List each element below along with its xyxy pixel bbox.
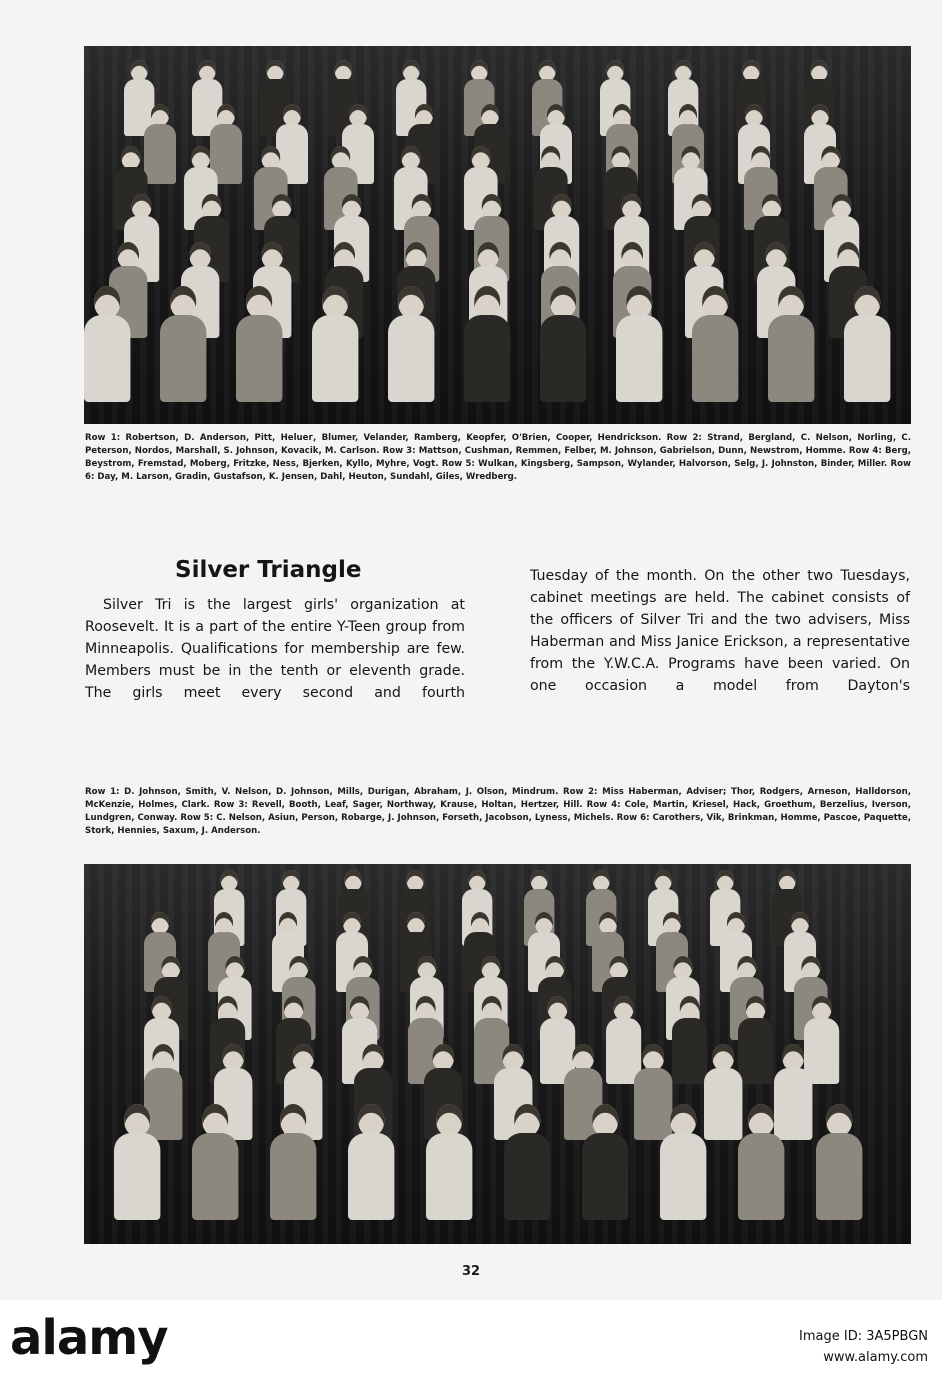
person-head [765,242,787,268]
person-head [812,996,832,1020]
person-head [762,194,782,218]
person-body [236,315,282,402]
person-head [717,870,734,891]
person-body [692,315,738,402]
person-head [692,194,712,218]
person-head [681,146,700,169]
person-body [426,1133,472,1220]
person-body [388,315,434,402]
person-silhouette [844,286,888,411]
person-head [779,870,796,891]
person-head [474,286,500,318]
person-head [727,912,745,934]
person-head [751,146,770,169]
person-head [801,956,820,979]
person-body [464,315,510,402]
person-head [284,996,304,1020]
person-head [289,956,308,979]
person-head [663,912,681,934]
person-head [655,870,672,891]
person-head [151,104,169,126]
person-head [572,1044,594,1070]
person-head [152,996,172,1020]
person-body [504,1133,550,1220]
person-head [349,104,367,126]
person-head [549,242,571,268]
person-head [191,146,210,169]
person-head [621,242,643,268]
alamy-logo: alamy [10,1310,168,1366]
person-head [745,104,763,126]
person-head [412,194,432,218]
person-head [415,104,433,126]
person-head [222,1044,244,1070]
person-head [746,996,766,1020]
person-body [144,124,176,184]
person-silhouette [84,286,128,411]
person-body [672,1018,707,1084]
stock-site: www.alamy.com [823,1350,928,1365]
person-head [673,956,692,979]
person-head [199,60,216,81]
person-body [660,1133,706,1220]
person-head [292,1044,314,1070]
person-head [398,286,424,318]
person-head [343,912,361,934]
person-silhouette [192,1104,236,1229]
person-body [844,315,890,402]
person-silhouette [236,286,280,411]
person-head [821,146,840,169]
person-silhouette [816,1104,860,1229]
person-silhouette [426,1104,470,1229]
person-head [322,286,348,318]
person-head [331,146,350,169]
person-head [778,286,804,318]
person-head [679,104,697,126]
person-body [738,1018,773,1084]
person-head [121,146,140,169]
person-head [545,956,564,979]
person-head [152,1044,174,1070]
person-silhouette [692,286,736,411]
person-body [816,1133,862,1220]
person-head [482,194,502,218]
person-head [221,870,238,891]
person-head [189,242,211,268]
person-head [335,60,352,81]
person-head [514,1104,540,1136]
person-head [131,60,148,81]
person-body [312,315,358,402]
person-head [202,1104,228,1136]
article-column-right: Tuesday of the month. On the other two Tuesdays, cabinet meetings are held. The cabinet consists of the officers of Silver Tri and the two advisers, Miss Haberman and Miss Janice Erickson, a representative from the Y.W.C.A. Programs have been varied. On one occasion a model from Dayton's [530,568,910,694]
person-head [225,956,244,979]
person-head [837,242,859,268]
person-head [680,996,700,1020]
person-head [124,1104,150,1136]
person-head [832,194,852,218]
person-head [333,242,355,268]
person-head [702,286,728,318]
person-head [353,956,372,979]
person-head [403,60,420,81]
person-head [552,194,572,218]
person-body [704,1068,742,1140]
page-number: 32 [461,1264,481,1279]
person-silhouette [388,286,432,411]
stock-info [799,1326,928,1368]
person-head [611,146,630,169]
person-head [609,956,628,979]
person-silhouette [738,996,771,1091]
person-silhouette [704,1044,740,1147]
person-head [217,104,235,126]
person-head [614,996,634,1020]
image-id: Image ID: 3A5PBGN [799,1329,928,1344]
person-head [502,1044,524,1070]
person-head [362,1044,384,1070]
person-head [417,956,436,979]
person-head [350,996,370,1020]
person-head [469,870,486,891]
person-silhouette [114,1104,158,1229]
person-head [151,912,169,934]
person-head [535,912,553,934]
person-head [261,146,280,169]
person-head [215,912,233,934]
person-silhouette [160,286,204,411]
person-head [548,996,568,1020]
top-group-photo [84,46,911,424]
person-head [791,912,809,934]
person-head [261,242,283,268]
person-head [531,870,548,891]
person-body [348,1133,394,1220]
person-silhouette [616,286,660,411]
person-body [616,315,662,402]
person-head [432,1044,454,1070]
person-head [342,194,362,218]
person-silhouette [464,286,508,411]
bottom-photo-caption: Row 1: D. Johnson, Smith, V. Nelson, D. Johnson, Mills, Durigan, Abraham, J. Olson, Mindrum. Row 2: Miss Haberman, Adviser; Thor, Rodgers, Arneson, Halldorson, McKenzie, Holmes, Clark. Row 3: Revell, Booth, Leaf, Sager, Northway, Krause, Holtan, Hertzer, Hill. Row 4: Cole, Martin, Kriesel, Hack, Groethum, Berzelius, Iverson, Lundgren, Conway. Row 5: C. Nelson, Asiun, Person, Robarge, J. Johnson, Forseth, Jacobson, Lyness, Michels. Row 6: Carothers, Vik, Brinkman, Homme, Pascoe, Paquette, Stork, Hennies, Saxum, J. Anderson. [85,787,911,836]
person-head [482,996,502,1020]
person-head [782,1044,804,1070]
person-head [471,60,488,81]
person-head [712,1044,734,1070]
person-head [592,1104,618,1136]
person-head [345,870,362,891]
person-head [811,60,828,81]
top-photo-caption: Row 1: Robertson, D. Anderson, Pitt, Heluег, Blumer, Velander, Ramberg, Keopfer, O'Brien, Cooper, Hendrickson. Row 2: Strand, Bergland, C. Nelson, Norling, C. Peterson, Nordos, Marshall, S. Johnson, Kovacik, M. Carlson. Row 3: Mattson, Cushman, Remmen, Felber, M. Johnson, Gabrielson, Dunn, Newstrom, Homme. Row 4: Berg, Beystrom, Fremstad, Moberg, Fritzke, Ness, Bjerken, Kyllo, Myhre, Vogt. Row 5: Wulkan, Kingsberg, Sampson, Wylander, Halvorson, Selg, J. Johnston, Binder, Miller. Row 6: Day, M. Larson, Gradin, Gustafson, K. Jensen, Dahl, Heuton, Sundahl, Giles, Wredberg. [85,433,911,482]
person-head [826,1104,852,1136]
person-head [613,104,631,126]
person-head [539,60,556,81]
person-head [675,60,692,81]
person-body [84,315,130,402]
person-head [272,194,292,218]
person-head [622,194,642,218]
person-head [279,912,297,934]
person-head [550,286,576,318]
person-body [114,1133,160,1220]
person-head [283,104,301,126]
person-head [117,242,139,268]
person-head [94,286,120,318]
person-silhouette [312,286,356,411]
person-body [582,1133,628,1220]
person-head [547,104,565,126]
person-silhouette [504,1104,548,1229]
person-silhouette [540,286,584,411]
person-silhouette [660,1104,704,1229]
person-head [481,956,500,979]
person-head [670,1104,696,1136]
person-head [161,956,180,979]
person-head [283,870,300,891]
person-body [192,1133,238,1220]
person-silhouette [144,104,174,190]
person-head [607,60,624,81]
person-head [358,1104,384,1136]
person-head [593,870,610,891]
person-head [737,956,756,979]
person-head [436,1104,462,1136]
person-head [407,870,424,891]
bottom-group-photo [84,864,911,1244]
person-silhouette [582,1104,626,1229]
person-silhouette [348,1104,392,1229]
person-head [811,104,829,126]
person-head [599,912,617,934]
person-head [471,146,490,169]
person-head [541,146,560,169]
person-head [748,1104,774,1136]
person-head [407,912,425,934]
person-head [743,60,760,81]
person-head [401,146,420,169]
person-head [626,286,652,318]
person-head [693,242,715,268]
person-head [642,1044,664,1070]
person-head [854,286,880,318]
person-head [202,194,222,218]
person-head [280,1104,306,1136]
person-head [218,996,238,1020]
person-head [170,286,196,318]
person-body [540,315,586,402]
person-head [471,912,489,934]
person-silhouette [738,1104,782,1229]
person-head [481,104,499,126]
person-head [132,194,152,218]
person-head [405,242,427,268]
article-title: Silver Triangle [175,557,362,583]
person-head [267,60,284,81]
person-body [738,1133,784,1220]
person-silhouette [672,996,705,1091]
person-body [160,315,206,402]
person-head [416,996,436,1020]
article-column-left: Silver Tri is the largest girls' organization at Roosevelt. It is a part of the entire Y-Teen group from Minneapolis. Qualifications for membership are few. Members must be in the tenth or eleventh grade. The girls meet every second and fourth [85,597,465,701]
person-silhouette [270,1104,314,1229]
person-body [270,1133,316,1220]
person-body [768,315,814,402]
person-head [246,286,272,318]
person-silhouette [768,286,812,411]
person-head [477,242,499,268]
